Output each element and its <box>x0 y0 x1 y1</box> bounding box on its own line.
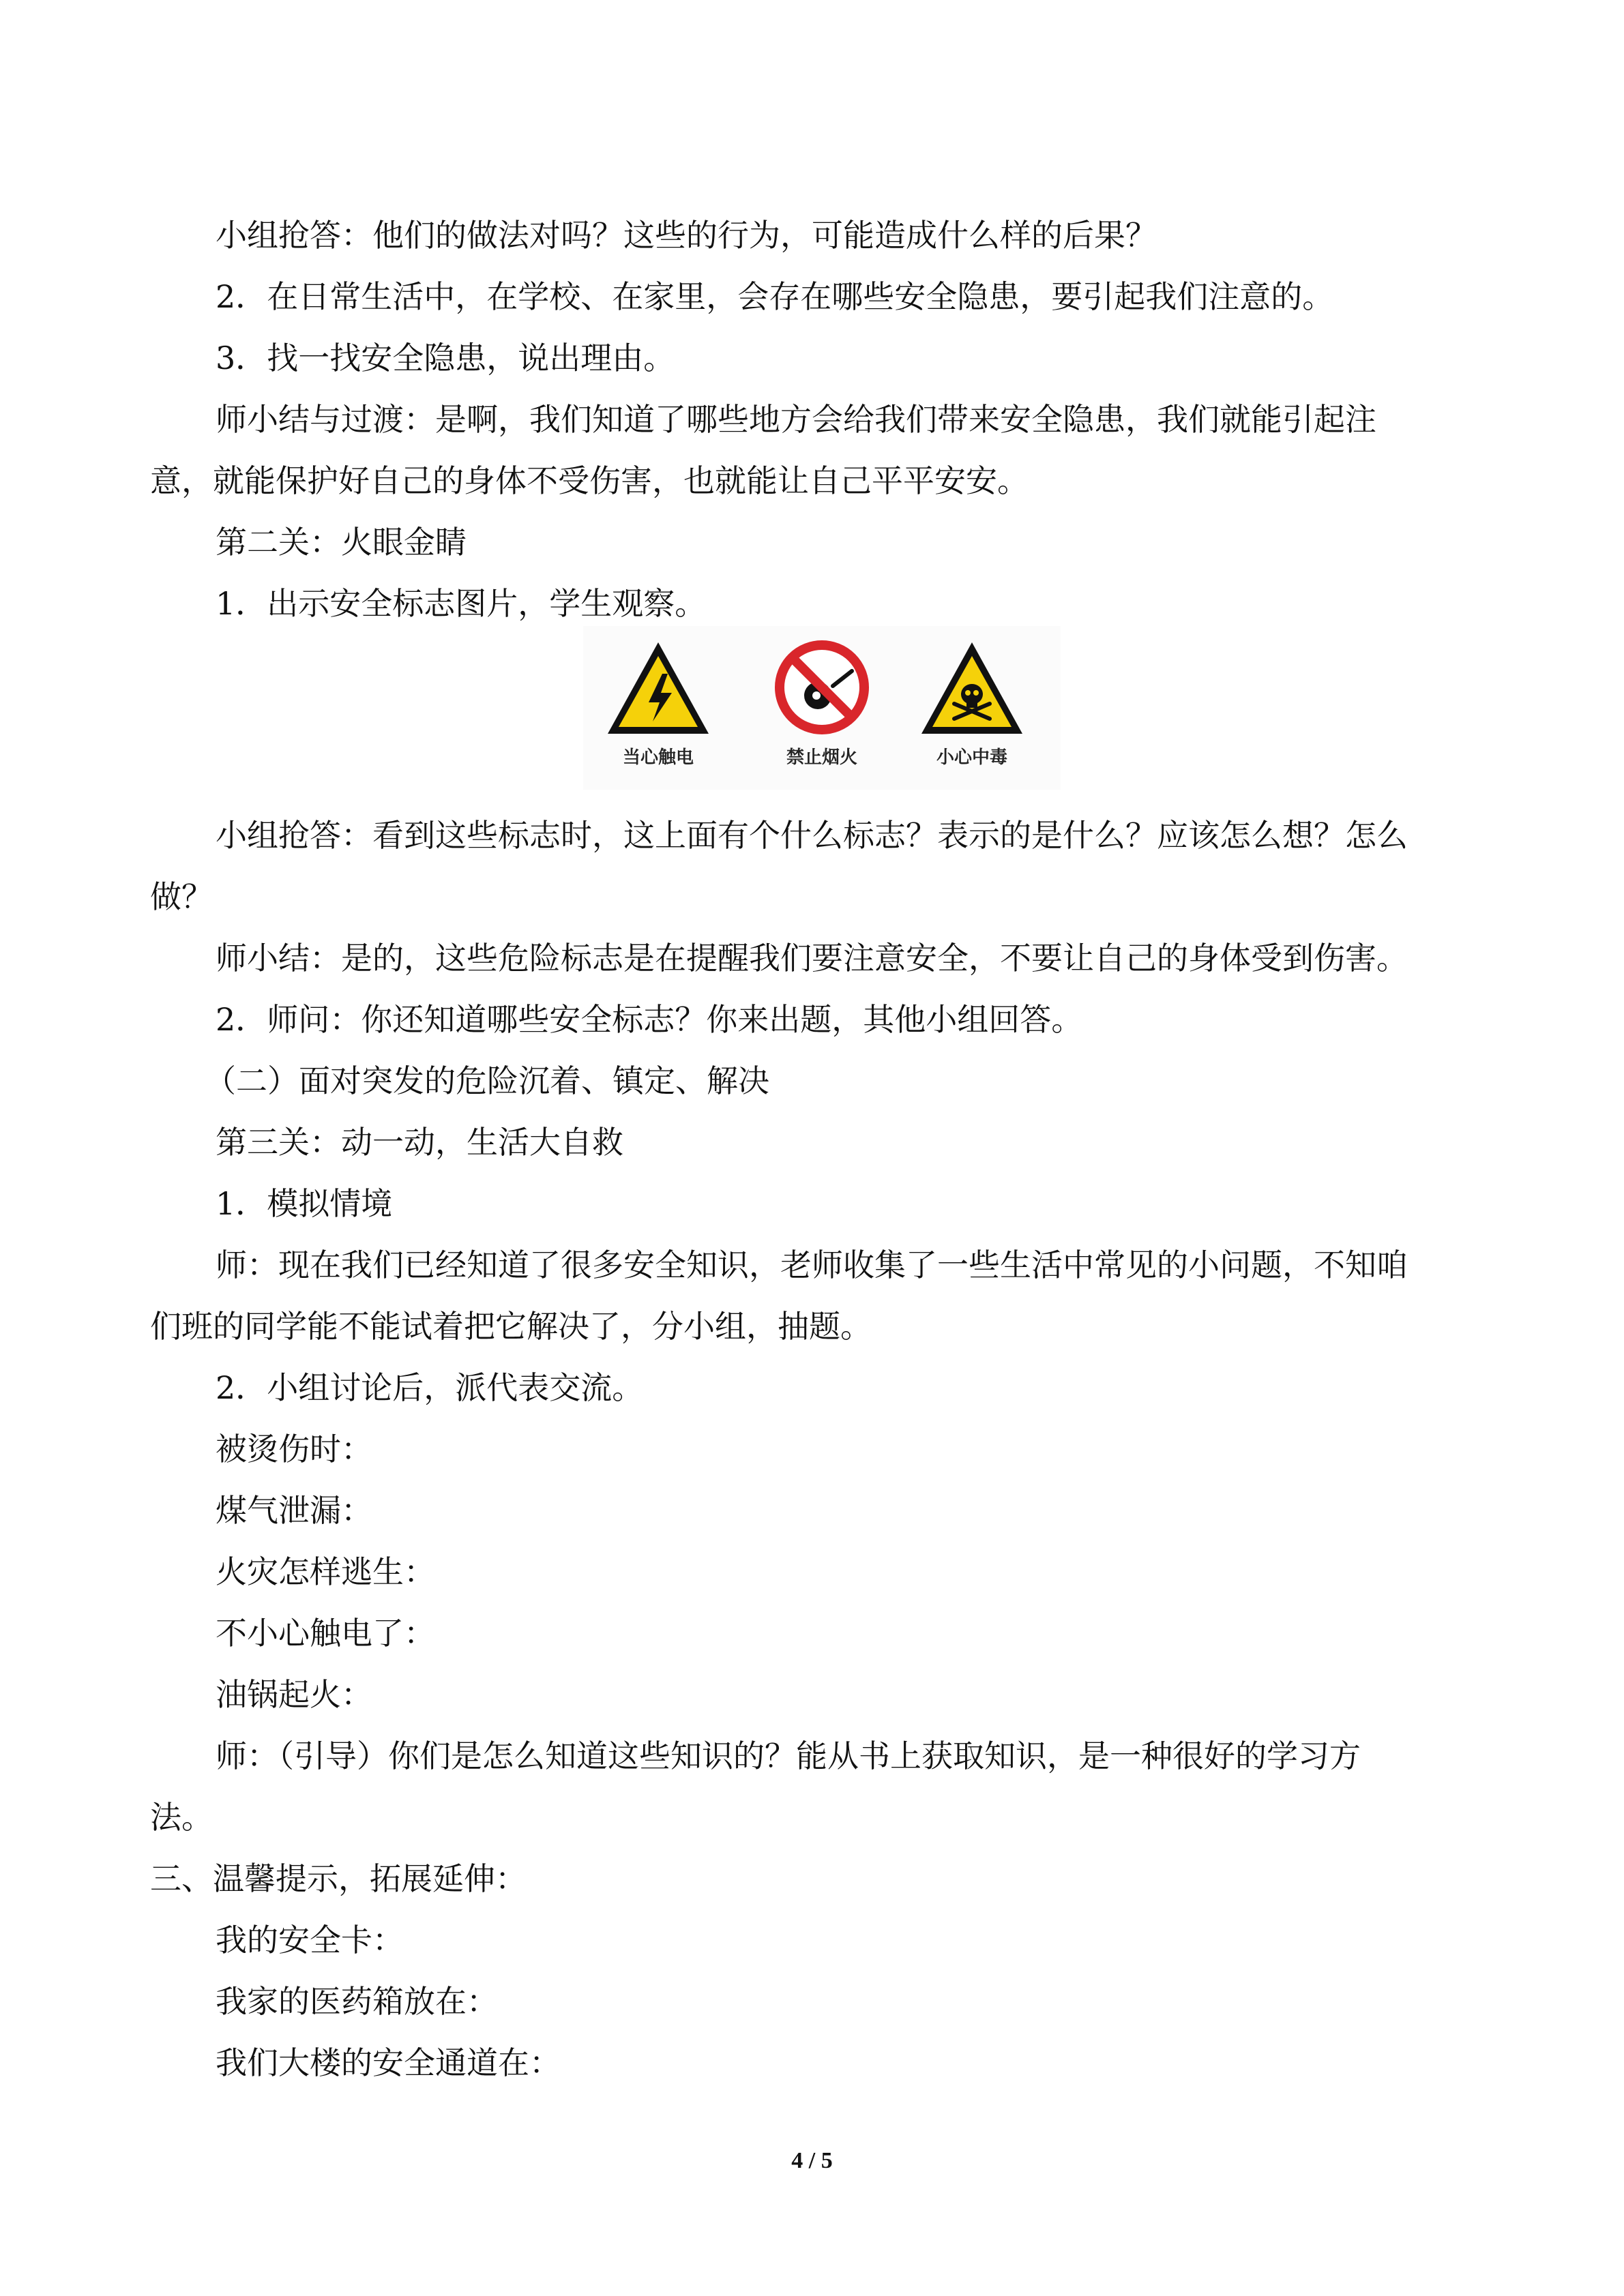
sign-caption: 禁止烟火 <box>786 747 857 768</box>
text-line: 煤气泄漏： <box>216 1492 372 1529</box>
text-line: 1．模拟情境 <box>216 1185 393 1222</box>
text-line: 1．出示安全标志图片，学生观察。 <box>216 585 707 622</box>
no-fire-prohibition-icon <box>767 638 876 741</box>
text-line: 我们大楼的安全通道在： <box>216 2044 561 2081</box>
text-line: 做？ <box>150 878 213 915</box>
text-line: 被烫伤时： <box>216 1431 372 1467</box>
sign-no-fire <box>747 626 897 790</box>
sign-caption: 小心中毒 <box>936 747 1007 768</box>
sign-electric-shock <box>583 626 733 790</box>
text-line: 们班的同学能不能试着把它解决了，分小组，抽题。 <box>150 1308 872 1345</box>
section-heading: （二）面对突发的危险沉着、镇定、解决 <box>205 1062 769 1099</box>
sign-caption: 当心触电 <box>622 747 694 768</box>
text-line: 师：现在我们已经知道了很多安全知识，老师收集了一些生活中常见的小问题，不知咱 <box>216 1247 1408 1283</box>
section-heading: 第二关：火眼金睛 <box>216 524 467 561</box>
page-number: 4 / 5 <box>791 2148 833 2173</box>
electric-shock-warning-icon <box>604 638 713 741</box>
text-line: 油锅起火： <box>216 1676 372 1713</box>
poison-warning-icon <box>917 638 1027 741</box>
text-line: 师小结：是的，这些危险标志是在提醒我们要注意安全，不要让自己的身体受到伤害。 <box>216 940 1408 976</box>
text-line: 2．小组讨论后，派代表交流。 <box>216 1369 644 1406</box>
section-heading: 三、温馨提示，拓展延伸： <box>150 1860 527 1897</box>
text-line: 师小结与过渡：是啊，我们知道了哪些地方会给我们带来安全隐患，我们就能引起注 <box>216 401 1376 438</box>
text-line: 小组抢答：他们的做法对吗？这些的行为，可能造成什么样的后果？ <box>216 217 1157 254</box>
text-line: 火灾怎样逃生： <box>216 1553 435 1590</box>
text-line: 师：（引导）你们是怎么知道这些知识的？能从书上获取知识，是一种很好的学习方 <box>216 1738 1361 1774</box>
text-line: 我的安全卡： <box>216 1922 404 1958</box>
text-line: 法。 <box>150 1799 213 1836</box>
text-line: 小组抢答：看到这些标志时，这上面有个什么标志？表示的是什么？应该怎么想？怎么 <box>216 817 1408 854</box>
text-line: 3．找一找安全隐患，说出理由。 <box>216 340 675 376</box>
text-line: 2．在日常生活中，在学校、在家里，会存在哪些安全隐患，要引起我们注意的。 <box>216 278 1334 315</box>
text-line: 意，就能保护好自己的身体不受伤害，也就能让自己平平安安。 <box>150 462 1029 499</box>
sign-poison <box>897 626 1047 790</box>
text-line: 不小心触电了： <box>216 1615 435 1652</box>
safety-signs-figure <box>583 626 1061 790</box>
section-heading: 第三关：动一动，生活大自救 <box>216 1124 623 1161</box>
text-line: 2．师问：你还知道哪些安全标志？你来出题，其他小组回答。 <box>216 1001 1083 1038</box>
text-line: 我家的医药箱放在： <box>216 1983 498 2020</box>
